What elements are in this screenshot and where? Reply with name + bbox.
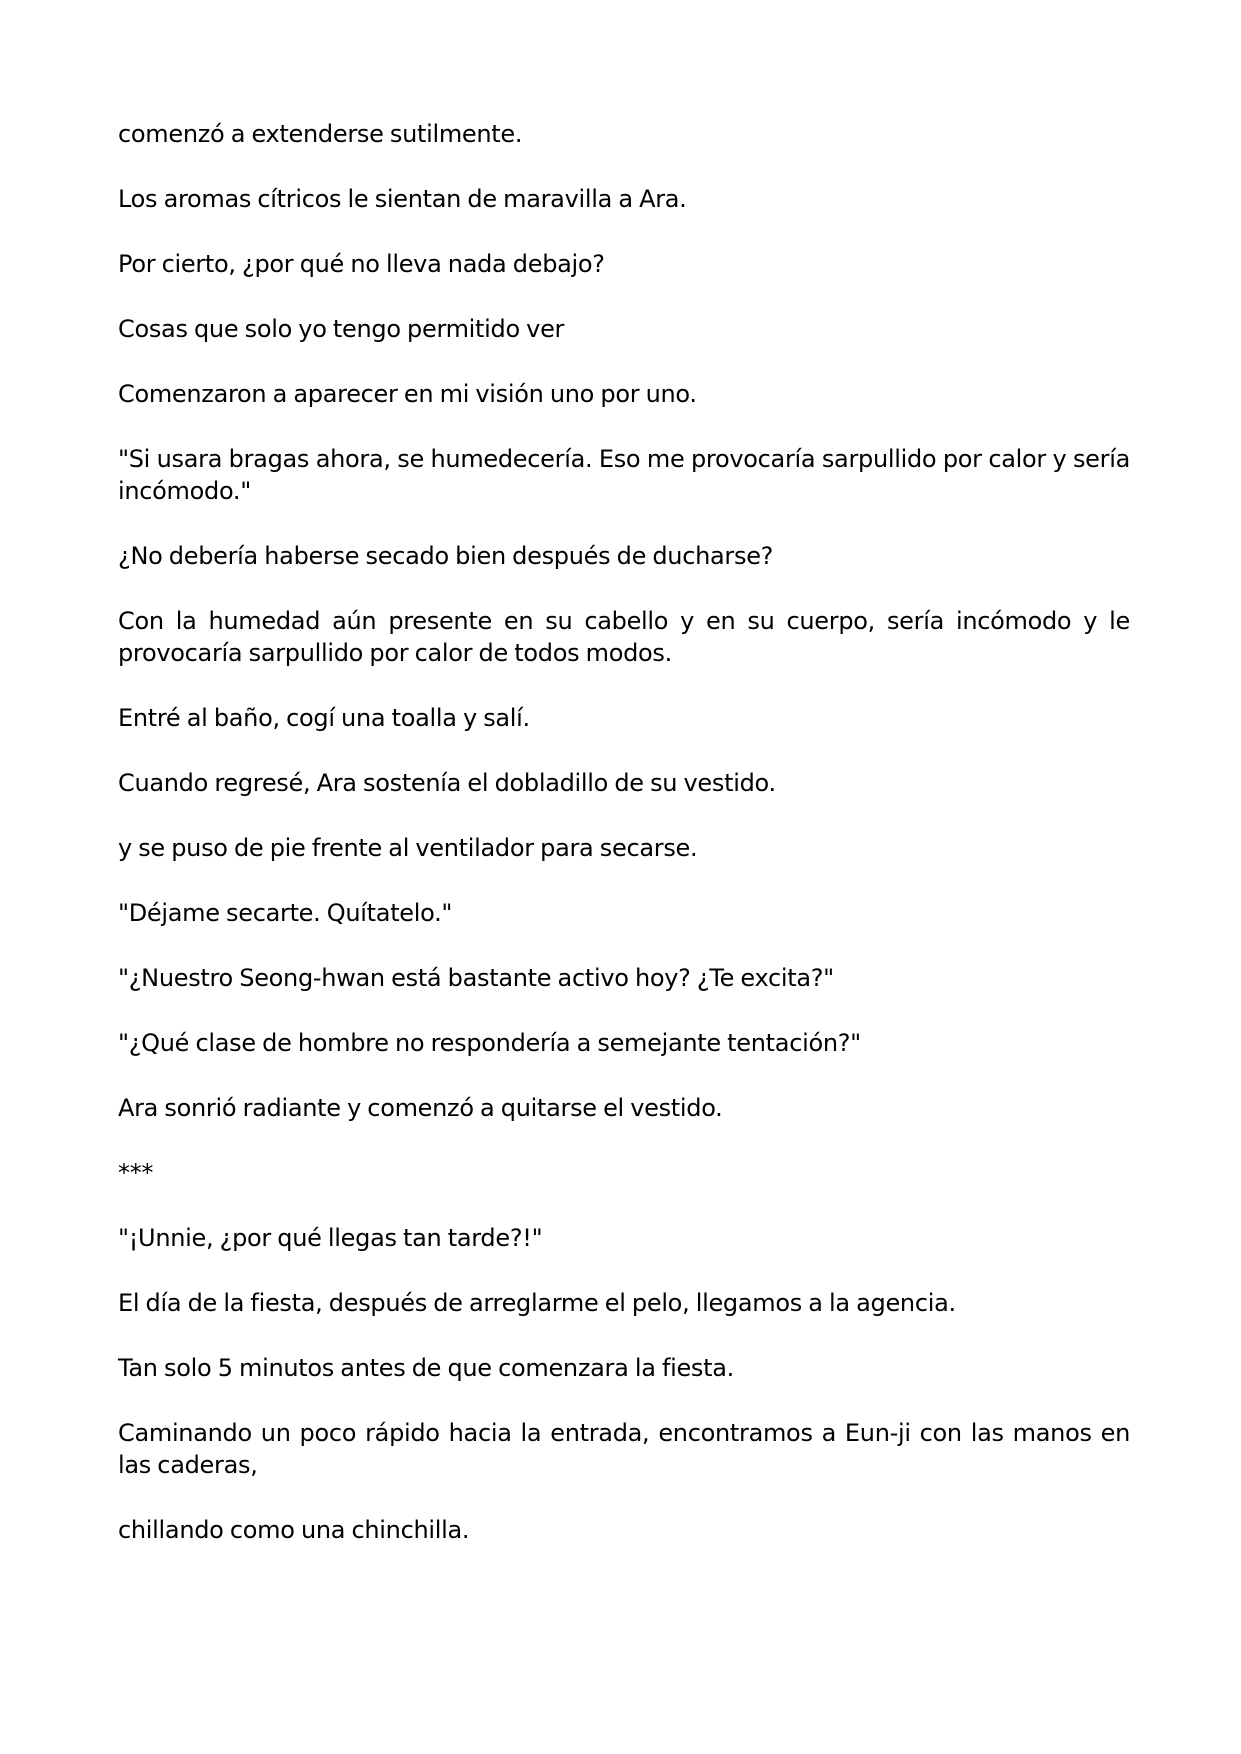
paragraph: "¿Nuestro Seong-hwan está bastante activo hoy? ¿Te excita?" bbox=[118, 964, 834, 992]
paragraph: Caminando un poco rápido hacia la entrada, encontramos a Eun-ji con las manos en las caderas, bbox=[118, 1419, 1130, 1479]
paragraph: Tan solo 5 minutos antes de que comenzara la fiesta. bbox=[118, 1354, 734, 1382]
paragraph: comenzó a extenderse sutilmente. bbox=[118, 120, 523, 148]
paragraph: ¿No debería haberse secado bien después de ducharse? bbox=[118, 542, 774, 570]
paragraph: Comenzaron a aparecer en mi visión uno por uno. bbox=[118, 380, 697, 408]
paragraph: chillando como una chinchilla. bbox=[118, 1516, 470, 1544]
paragraph: Cosas que solo yo tengo permitido ver bbox=[118, 315, 565, 343]
paragraph: "¿Qué clase de hombre no respondería a semejante tentación?" bbox=[118, 1029, 861, 1057]
paragraph: Cuando regresé, Ara sostenía el dobladillo de su vestido. bbox=[118, 769, 776, 797]
paragraph: "Déjame secarte. Quítatelo." bbox=[118, 899, 453, 927]
paragraph: Ara sonrió radiante y comenzó a quitarse el vestido. bbox=[118, 1094, 723, 1122]
scene-break: *** bbox=[118, 1159, 154, 1187]
paragraph: Por cierto, ¿por qué no lleva nada debajo? bbox=[118, 250, 605, 278]
paragraph: Con la humedad aún presente en su cabello y en su cuerpo, sería incómodo y le provocaría sarpullido por calor de todos modos. bbox=[118, 607, 1130, 667]
paragraph: Entré al baño, cogí una toalla y salí. bbox=[118, 704, 530, 732]
paragraph: "¡Unnie, ¿por qué llegas tan tarde?!" bbox=[118, 1224, 543, 1252]
paragraph: "Si usara bragas ahora, se humedecería. Eso me provocaría sarpullido por calor y sería incómodo." bbox=[118, 445, 1130, 505]
paragraph: Los aromas cítricos le sientan de maravilla a Ara. bbox=[118, 185, 687, 213]
paragraph: El día de la fiesta, después de arreglarme el pelo, llegamos a la agencia. bbox=[118, 1289, 956, 1317]
paragraph: y se puso de pie frente al ventilador para secarse. bbox=[118, 834, 698, 862]
document-page bbox=[118, 118, 1130, 1546]
